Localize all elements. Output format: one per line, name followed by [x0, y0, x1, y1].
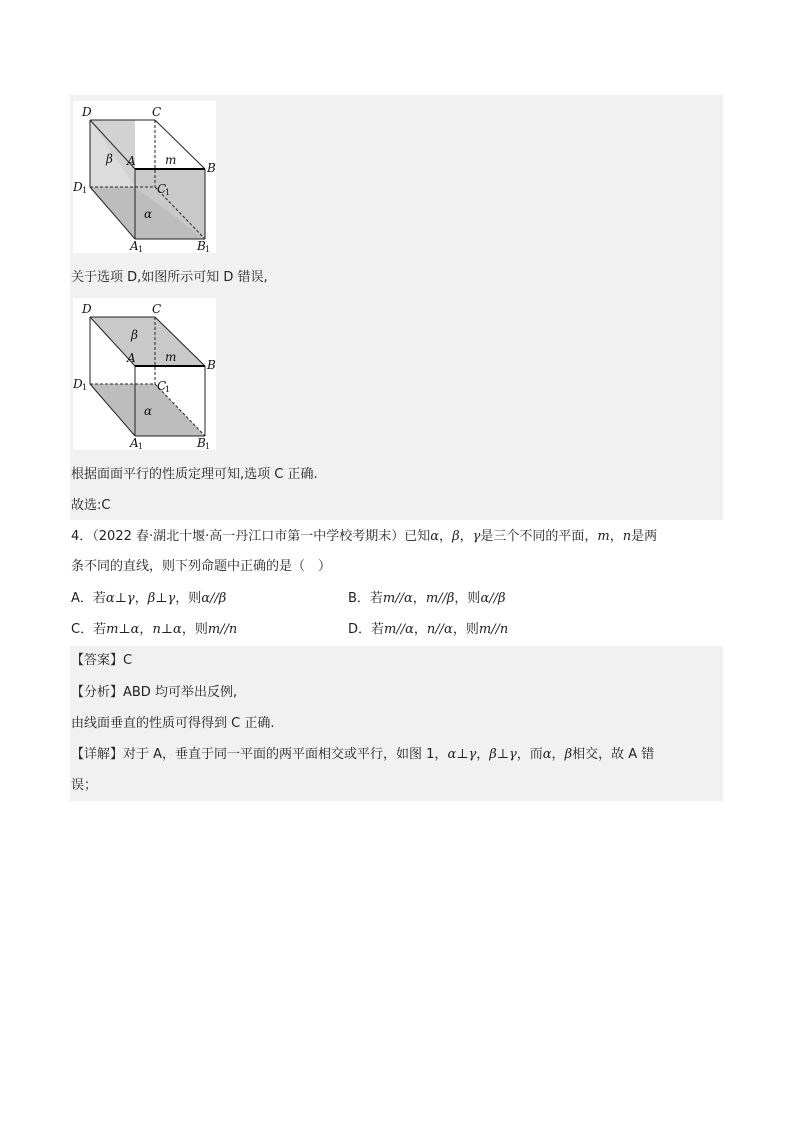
label-b1: B — [197, 436, 206, 450]
label-d: D — [82, 105, 92, 119]
label-b: B — [207, 358, 216, 372]
svg-text:1: 1 — [82, 186, 88, 195]
plane-beta-top — [90, 317, 205, 366]
analysis-line: 【分析】ABD 均可举出反例, — [71, 685, 238, 700]
label-alpha: α — [144, 404, 153, 418]
label-d: D — [82, 302, 92, 316]
svg-text:1: 1 — [82, 383, 88, 392]
label-d1: D — [73, 180, 83, 194]
label-a1: A — [130, 436, 139, 450]
label-c1: C — [157, 379, 167, 393]
label-c: C — [152, 302, 162, 316]
label-d1: D — [73, 377, 83, 391]
svg-text:1: 1 — [138, 442, 144, 450]
option-b: B．若m//α，m//β，则α//β — [348, 591, 506, 606]
cube-figure-1 — [73, 101, 216, 253]
detail-line-2: 误； — [71, 778, 98, 793]
option-c-note: 根据面面平行的性质定理可知,选项 C 正确. — [71, 467, 318, 482]
label-a: A — [127, 351, 136, 365]
label-b1: B — [197, 239, 206, 253]
option-d: D．若m//α，n//α，则m//n — [348, 622, 509, 637]
detail-line-1: 【详解】对于 A，垂直于同一平面的两平面相交或平行，如图 1，α⊥γ，β⊥γ，而α，β相交，故 A 错 — [71, 747, 655, 762]
answer-line: 【答案】C — [71, 653, 133, 668]
option-c: C．若m⊥α，n⊥α，则m//n — [71, 622, 238, 637]
label-alpha: α — [144, 207, 153, 221]
label-b: B — [207, 161, 216, 175]
svg-text:1: 1 — [205, 442, 211, 450]
label-c: C — [152, 105, 162, 119]
label-c1: C — [157, 182, 167, 196]
analysis-line-2: 由线面垂直的性质可得得到 C 正确. — [71, 716, 275, 731]
label-beta: β — [106, 152, 113, 166]
cube-figure-2 — [73, 298, 216, 450]
option-d-note: 关于选项 D,如图所示可知 D 错误, — [71, 270, 268, 285]
label-m: m — [165, 350, 177, 364]
label-beta: β — [131, 328, 138, 342]
question-4-line-2: 条不同的直线，则下列命题中正确的是（ ） — [71, 559, 332, 574]
label-m: m — [165, 153, 177, 167]
label-a1: A — [130, 239, 139, 253]
svg-text:1: 1 — [205, 245, 211, 253]
svg-text:1: 1 — [165, 188, 171, 197]
svg-text:1: 1 — [165, 385, 171, 394]
option-a: A．若α⊥γ，β⊥γ，则α//β — [71, 591, 227, 606]
question-4-line-1: 4．（2022 春·湖北十堰·高一丹江口市第一中学校考期末）已知α，β，γ是三个不同的平面，m，n是两 — [71, 529, 658, 544]
choose-line: 故选:C — [71, 498, 111, 513]
svg-text:1: 1 — [138, 245, 144, 253]
label-a: A — [127, 154, 136, 168]
